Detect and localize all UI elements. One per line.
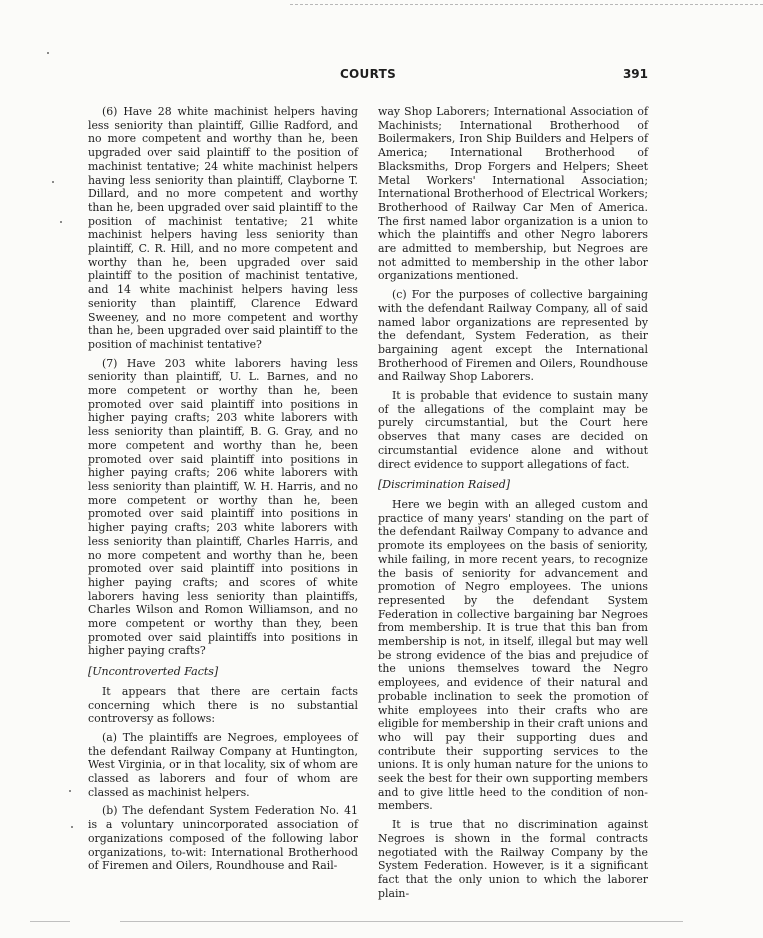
paragraph: (c) For the purposes of collective bargaining with the defendant Railway Company, all of said named labor organizations are represented by the defendant, System Federation, as their bargaining agent except the International Brotherhood of Firemen and Oilers, Roundhouse and Railway Shop Laborers. xyxy=(378,288,648,384)
scan-mark xyxy=(71,826,73,828)
paragraph: (7) Have 203 white laborers having less seniority than plaintiff, U. L. Barnes, and no more competent or worthy than he, been promoted over said plaintiff into positions in higher paying crafts; 203 white laborers with less seniority than plaintiff, B. G. Gray, and no more competent and worthy than he, been promoted over said plaintiff into positions in higher paying crafts; 206 white laborers with less seniority than plaintiff, W. H. Harris, and no more competent or worthy than he, been promoted over said plaintiff into positions in higher paying crafts; 203 white laborers with less seniority than plaintiff, Charles Harris, and no more competent and worthy than he, been promoted over said plaintiff into positions in higher paying crafts; and scores of white laborers having less seniority than plaintiffs, Charles Wilson and Romon Williamson, and no more competent or worthy than they, been promoted over said plaintiffs into positions in higher paying crafts? xyxy=(88,356,358,658)
paragraph: It appears that there are certain facts concerning which there is no substantial controversy as follows: xyxy=(88,684,358,726)
paragraph: It is probable that evidence to sustain many of the allegations of the complaint may be purely circumstantial, but the Court here observes that many cases are decided on circumstantial evidence alone and without direct evidence to support allegations of fact. xyxy=(378,389,648,471)
page-bottom-edge xyxy=(120,921,683,922)
running-title: COURTS xyxy=(339,67,397,81)
paragraph: Here we begin with an alleged custom and practice of many years' standing on the part of the defendant Railway Company to advance and promote its employees on the basis of seniority, while failing, in more recent years, to recognize the basis of seniority for advancement and promotion of Negro employees. The unions represented by the defendant System Federation in collective bargaining bar Negroes from membership. It is true that this ban from membership is not, in itself, illegal but may well be strong evidence of the bias and prejudice of the unions themselves toward the Negro employees, and evidence of their natural and probable inclination to seek the promotion of white employees into their crafts who are eligible for membership in their craft unions and who will pay their supporting dues and contribute their supporting services to the unions. It is only human nature for the unions to seek the best for their own supporting members and to give little heed to the condition of non-members. xyxy=(378,497,648,813)
paragraph: (b) The defendant System Federation No. 41 is a voluntary unincorporated association of organizations composed of the following labor organizations, to-wit: International Brotherhood of Firemen and Oilers, Roundhouse and Rail- xyxy=(88,804,358,873)
paragraph: It is true that no discrimination against Negroes is shown in the formal contracts negotiated with the Railway Company by the System Federation. However, is it a significant fact that the only union to which the laborer plain- xyxy=(378,818,648,900)
scan-mark xyxy=(60,221,62,223)
page-bottom-edge xyxy=(30,921,70,922)
page-top-edge xyxy=(290,4,763,5)
left-column xyxy=(88,105,358,873)
running-header xyxy=(88,67,648,81)
scan-mark xyxy=(47,52,49,54)
paragraph: (6) Have 28 white machinist helpers having less seniority than plaintiff, Gillie Radford, and no more competent and worthy than he, been upgraded over said plaintiff to the position of machinist tentative; 24 white machinist helpers having less seniority than plaintiff, Clayborne T. Dillard, and no more competent and worthy than he, been upgraded over said plaintiff to the position of machinist tentative; 21 white machinist helpers having less seniority than plaintiff, C. R. Hill, and no more competent and worthy than he, been upgraded over said plaintiff to the position of machinist tentative, and 14 white machinist helpers having less seniority than plaintiff, Clarence Edward Sweeney, and no more competent and worthy than he, been upgraded over said plaintiff to the position of machinist tentative? xyxy=(88,105,358,351)
right-column xyxy=(378,105,648,900)
scan-mark xyxy=(69,790,71,792)
section-heading: [Uncontroverted Facts] xyxy=(88,665,219,679)
paragraph: (a) The plaintiffs are Negroes, employees of the defendant Railway Company at Huntington, West Virginia, or in that locality, six of whom are classed as laborers and four of whom are classed as machinist helpers. xyxy=(88,730,358,799)
section-heading: [Discrimination Raised] xyxy=(378,478,511,492)
paragraph: way Shop Laborers; International Association of Machinists; International Brotherhood of Boilermakers, Iron Ship Builders and Helpers of America; International Brotherhood of Blacksmiths, Drop Forgers and Helpers; Sheet Metal Workers' International Association; International Brotherhood of Electrical Workers; Brotherhood of Railway Car Men of America. The first named labor organization is a union to which the plaintiffs and other Negro laborers are admitted to membership, but Negroes are not admitted to membership in the other labor organizations mentioned. xyxy=(378,105,648,283)
scan-mark xyxy=(52,181,54,183)
page-number: 391 xyxy=(622,67,648,81)
